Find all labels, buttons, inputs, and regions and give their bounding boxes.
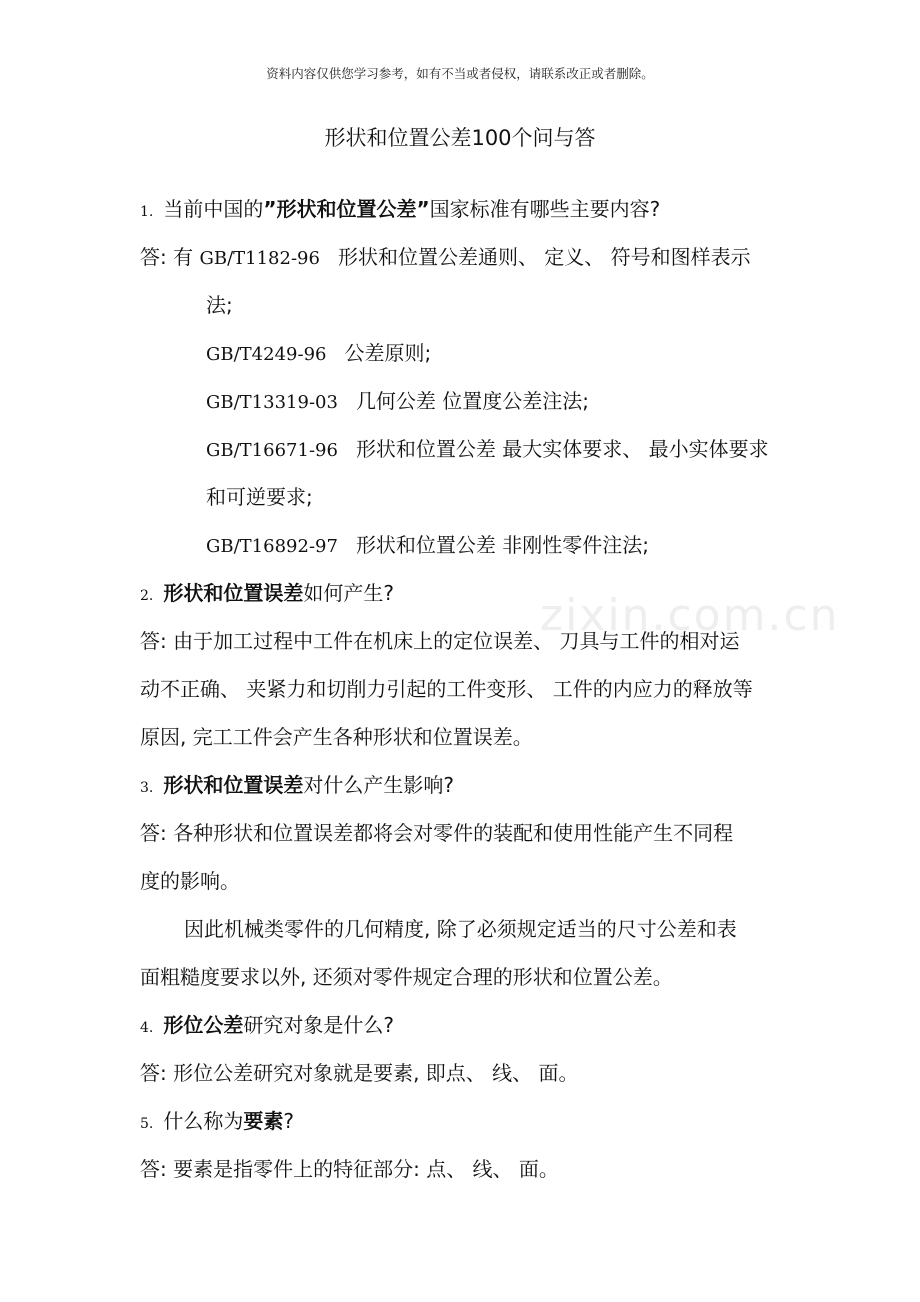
answer-2-line-2: 动不正确、 夹紧力和切削力引起的工件变形、 工件的内应力的释放等 [140, 677, 753, 701]
standard-code: GB/T1182-96 [199, 248, 320, 269]
standard-title: 公差原则; [344, 341, 432, 365]
standard-title: 形状和位置公差 最大实体要求、 最小实体要求 [355, 437, 769, 461]
standard-title: 形状和位置公差 非刚性零件注法; [355, 533, 650, 557]
standard-title: 几何公差 位置度公差注法; [355, 389, 590, 413]
answer-1-line-5 [206, 434, 769, 466]
answer-1-line-3 [206, 338, 431, 370]
question-keyword: 要素 [243, 1109, 284, 1133]
standard-title: 和可逆要求; [206, 485, 313, 509]
standard-code: GB/T13319-03 [206, 392, 338, 413]
question-2 [140, 578, 394, 611]
question-text: ? [283, 1109, 294, 1133]
question-keyword: 形状和位置误差 [163, 581, 304, 605]
answer-4: 答: 形位公差研究对象就是要素, 即点、 线、 面。 [140, 1061, 579, 1085]
answer-1-line-2 [206, 290, 233, 320]
answer-3-line-2: 度的影响。 [140, 869, 240, 893]
standard-code: GB/T4249-96 [206, 344, 327, 365]
answer-1-line-7 [206, 530, 649, 562]
question-keyword: 形位公差 [163, 1013, 244, 1037]
question-number: 3. [140, 780, 154, 796]
question-4 [140, 1010, 394, 1043]
question-text: 当前中国的 [163, 197, 264, 221]
question-number: 1. [140, 204, 154, 220]
answer-3-line-1: 答: 各种形状和位置误差都将会对零件的装配和使用性能产生不同程 [140, 821, 734, 845]
question-text: 如何产生? [303, 581, 394, 605]
question-text: 什么称为 [163, 1109, 244, 1133]
standard-code: GB/T16892-97 [206, 536, 338, 557]
question-number: 5. [140, 1116, 154, 1132]
document-title: 形状和位置公差100个问与答 [324, 126, 596, 150]
answer-1-line-6 [206, 482, 313, 512]
question-3 [140, 770, 454, 803]
answer-1-line-4 [206, 386, 589, 418]
question-1 [140, 194, 660, 227]
standard-title: 法; [206, 293, 233, 317]
copyright-notice: 资料内容仅供您学习参考，如有不当或者侵权，请联系改正或者删除。 [266, 66, 654, 81]
question-number: 2. [140, 588, 154, 604]
answer-3-line-4: 面粗糙度要求以外, 还须对零件规定合理的形状和位置公差。 [140, 965, 673, 989]
watermark: zixin.com.cn [540, 590, 840, 641]
answer-3-line-3: 因此机械类零件的几何精度, 除了必须规定适当的尺寸公差和表 [184, 917, 737, 941]
standard-code: GB/T16671-96 [206, 440, 338, 461]
answer-5: 答: 要素是指零件上的特征部分: 点、 线、 面。 [140, 1157, 559, 1181]
question-5 [140, 1106, 294, 1139]
answer-lead: 答: 有 [140, 245, 194, 269]
question-keyword: 形状和位置误差 [163, 773, 304, 797]
answer-2-line-3: 原因, 完工工件会产生各种形状和位置误差。 [140, 725, 533, 749]
question-text: 国家标准有哪些主要内容? [429, 197, 661, 221]
answer-2-line-1: 答: 由于加工过程中工件在机床上的定位误差、 刀具与工件的相对运 [140, 629, 740, 653]
question-text: 研究对象是什么? [243, 1013, 394, 1037]
question-text: 对什么产生影响? [303, 773, 454, 797]
standard-title: 形状和位置公差通则、 定义、 符号和图样表示 [337, 245, 751, 269]
question-number: 4. [140, 1020, 154, 1036]
question-keyword: ”形状和位置公差” [263, 197, 430, 221]
answer-1-line-1 [140, 242, 751, 274]
